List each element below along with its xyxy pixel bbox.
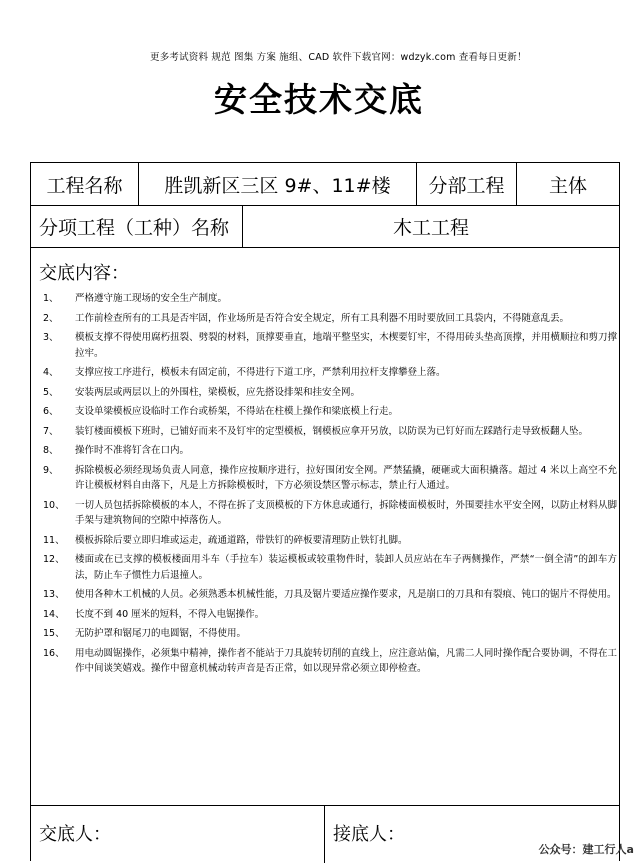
item-text: 安装两层或两层以上的外围柱，梁模板，应先搭设排架和挂安全网。 [75, 386, 361, 398]
work-item-value: 木工工程 [392, 216, 469, 239]
list-item [43, 330, 617, 361]
list-item [43, 533, 617, 549]
item-text: 模板支撑不得使用腐朽扭裂、劈裂的材料，顶撑要垂直，地端平整坚实，木楔要钉牢，不得用砖头垫高顶撑，并用横顺拉和剪刀撑拉牢。 [75, 332, 617, 359]
project-row [31, 163, 619, 206]
watermark: 公众号：建工行人a [538, 843, 634, 856]
item-text: 一切人员包括拆除模板的本人，不得在拆了支顶模板的下方休息或通行，拆除楼面模板时，外围要挂水平安全网，以防止材料从脚手架与建筑物间的空隙中掉落伤人。 [75, 499, 617, 526]
item-text: 操作时不准将钉含在口内。 [75, 445, 190, 456]
disclosure-form [30, 162, 620, 861]
project-name-label: 工程名称 [31, 163, 139, 205]
work-item-row [31, 205, 619, 248]
item-number: 5、 [43, 386, 59, 398]
item-text: 用电动圆锯操作，必须集中精神，操作者不能站于刀具旋转切削的直线上，应注意站偏，凡需二人同时操作配合要协调，不得在工作中间谈笑嬉戏。操作中留意机械动转声音是否正常，如以现异常必须立即停检查。 [75, 647, 617, 674]
safety-items-list [43, 291, 617, 681]
page-title: 安全技术交底 [214, 80, 424, 119]
list-item [43, 385, 617, 401]
list-item [43, 607, 617, 623]
item-text: 支设单梁模板应设临时工作台或桥架，不得站在柱模上操作和梁底模上行走。 [75, 406, 399, 417]
item-number: 1、 [43, 293, 59, 304]
item-number: 4、 [43, 367, 59, 378]
list-item [43, 291, 617, 307]
item-number: 16、 [43, 647, 65, 659]
item-number: 9、 [43, 464, 59, 476]
item-number: 3、 [43, 332, 59, 343]
list-item [43, 404, 617, 420]
item-number: 2、 [43, 312, 59, 324]
item-text: 工作前检查所有的工具是否牢固，作业场所是否符合安全规定，所有工具利器不用时要放回工具袋内，不得随意乱丢。 [75, 312, 570, 324]
item-number: 15、 [43, 628, 65, 639]
item-number: 12、 [43, 554, 65, 565]
list-item [43, 424, 617, 440]
project-name-value: 胜凯新区三区 9#、11#楼 [139, 163, 417, 205]
item-number: 6、 [43, 406, 59, 417]
list-item [43, 443, 617, 459]
item-number: 10、 [43, 499, 65, 511]
list-item [43, 311, 617, 327]
list-item [43, 498, 617, 529]
list-item [43, 365, 617, 381]
content-label: 交底内容： [39, 263, 129, 284]
giver-signature: 交底人： [31, 806, 325, 863]
list-item [43, 463, 617, 494]
item-text: 支撑应按工序进行，模板未有固定前，不得进行下道工序，严禁利用拉杆支撑攀登上落。 [75, 367, 446, 378]
item-text: 使用各种木工机械的人员。必须熟悉本机械性能，刀具及锯片要适应操作要求，凡是崩口的刀具和有裂痕、钝口的锯片不得使用。 [75, 589, 617, 600]
item-number: 7、 [43, 425, 59, 437]
work-item-label: 分项工程（工种）名称 [31, 205, 243, 247]
item-number: 11、 [43, 534, 65, 546]
header-note: 更多考试资料 规范 图集 方案 施组、CAD 软件下载官网：wdzyk.com 查看每日更新！ [150, 52, 527, 63]
receiver-signature: 接底人： [333, 824, 405, 845]
item-text: 无防护罩和锯尾刀的电圆锯，不得使用。 [75, 628, 247, 639]
list-item [43, 552, 617, 583]
subpart-value: 主体 [548, 174, 587, 197]
item-number: 14、 [43, 608, 65, 620]
item-number: 8、 [43, 445, 59, 456]
item-text: 装钉楼面模板下班时，已铺好而来不及钉牢的定型模板，钢模板应拿开另放，以防误为已钉好而左踩踏行走导致板翻人坠。 [75, 425, 589, 437]
item-number: 13、 [43, 589, 65, 600]
list-item [43, 626, 617, 642]
item-text: 拆除模板必须经现场负责人同意，操作应按顺序进行，拉好围闭安全网。严禁猛撬，硬砸或大面积撬落。超过 4 米以上高空不允许让模板材料自由落下，凡是上方拆除模板时，下方必须设禁区警示标志，禁止行人通过。 [75, 464, 617, 491]
item-text: 楼面或在已支撑的模板楼面用斗车（手拉车）装运模板或较重物件时，装卸人员应站在车子两侧操作，严禁“一倒全清”的卸车方法，防止车子惯性力后退撞人。 [75, 554, 617, 581]
item-text: 模板拆除后要立即归堆或运走，疏通道路，带铁钉的碎板要清理防止铁钉扎脚。 [75, 534, 408, 546]
subpart-label: 分部工程 [417, 163, 517, 205]
list-item [43, 587, 617, 603]
item-text: 严格遵守施工现场的安全生产制度。 [75, 293, 228, 304]
signature-row [31, 805, 619, 863]
item-text: 长度不到 40 厘米的短料，不得入电锯操作。 [75, 608, 265, 620]
list-item [43, 646, 617, 677]
